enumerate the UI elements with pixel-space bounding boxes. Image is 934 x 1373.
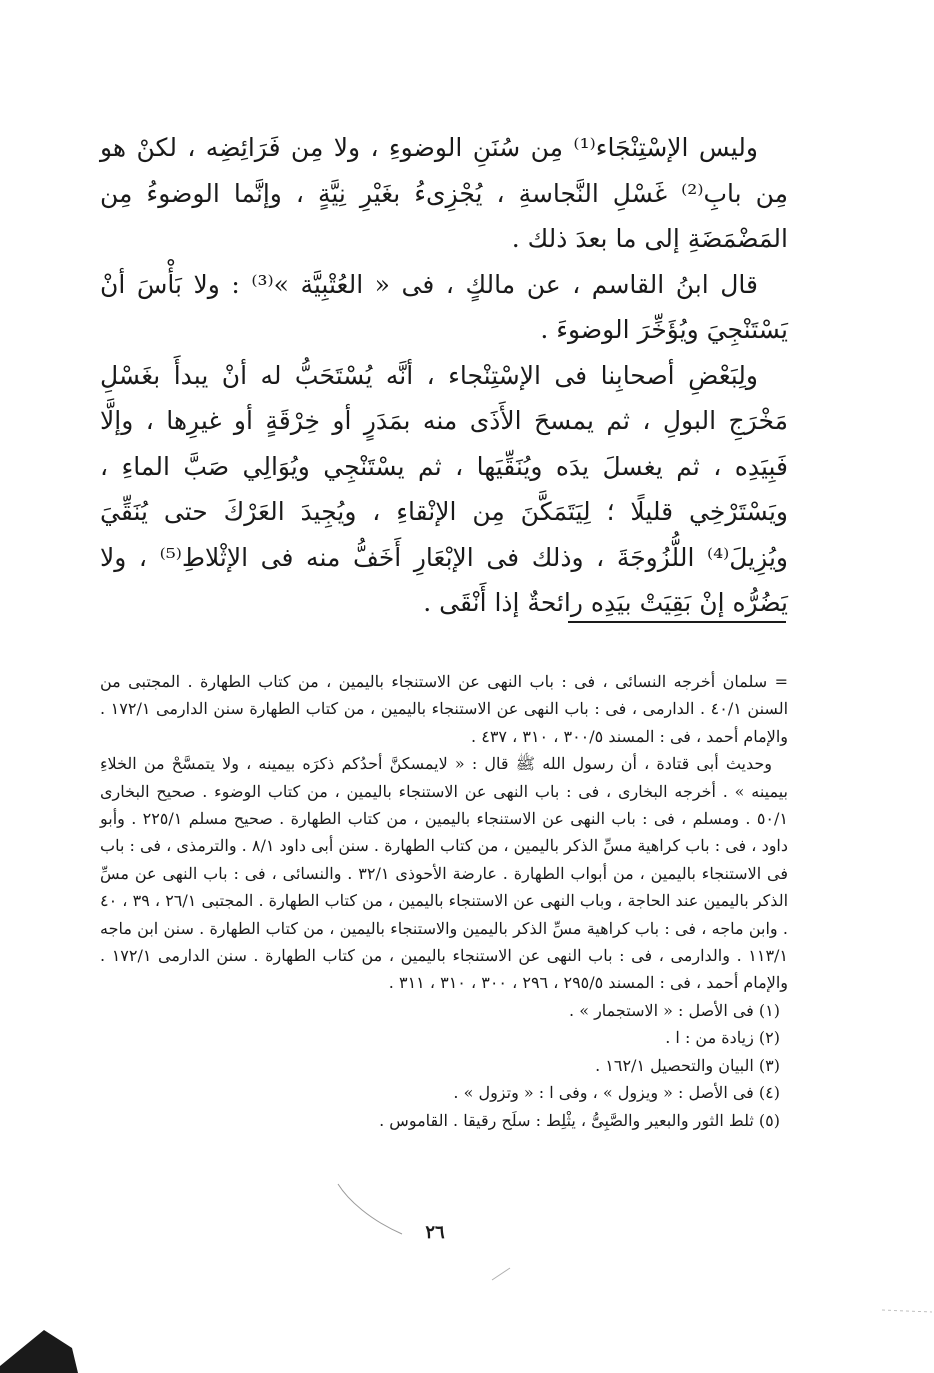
main-paragraph: ولِبَعْضِ أصحابِنا فى الإسْتِنْجاء ، أنَّه يُسْتَحَبُّ له أنْ يبدأَ بغَسْلِ مَخْرَجِ البولِ ، ثم يمسحَ الأَذَى منه بمَدَرٍ أو خِرْقَةٍ أو غيرِها ، وإلَّا فَبِيَدِه ، ثم يغسلَ يدَه ويُنَقِّيَها ، ثم يسْتَنْجِي ويُوَالِي صَبَّ الماءِ ، ويَسْتَرْخِي قليلًا ؛ لِيَتَمَكَّنَ مِن الإنْقاءِ ، ويُجِيدَ العَرْكَ حتى يُنَقِّيَ ويُزِيلَ⁽⁴⁾ اللُّزُوجَةَ ، وذلك فى الإبْعَارِ أَخَفُّ منه فى الإثْلاطِ⁽⁵⁾ ، ولا يَضُرُّه إنْ بَقِيَتْ بيَدِه رائحةٌ إذا أَنْقَى . [100, 360, 788, 617]
footnote-5: (٥) ثلط الثور والبعير والصَّبِىُّ ، يثْلِط : سلَح رقيقا . القاموس . [379, 1110, 780, 1130]
footnote-4: (٤) فى الأصل : « ويزول » ، وفى ا : « وتزول » . [453, 1083, 780, 1103]
footnote-hadith: وحديث أبى قتادة ، أن رسول الله ﷺ قال : « لايمسكنَّ أحدُكم ذكرَه بيمينه ، ولا يتمسَّحْ من الخلاءِ بيمينه » . أخرجه البخارى ، فى : باب النهى عن الاستنجاء باليمين ، من كتاب الوضوء . صحيح البخارى ٥٠/١ . ومسلم ، فى : باب النهى عن الاستنجاء باليمين ، من كتاب الطهارة . صحيح مسلم ٢٢٥/١ . وأبو داود ، فى : باب كراهية مسِّ الذكر باليمين ، من كتاب الطهارة . سنن أبى داود ٨/١ . والترمذى ، فى : باب فى الاستنجاء باليمين ، من أبواب الطهارة . عارضة الأحوذى ٣٢/١ . والنسائى ، فى : باب النهى عن مسِّ الذكر باليمين عند الحاجة ، وباب النهى عن الاستنجاء باليمين ، من كتاب الطهارة . المجتبى ٢٦/١ ، ٣٩ ، ٤٠ . وابن ماجه ، فى : باب كراهية مسِّ الذكر باليمين والاستنجاء باليمين ، من كتاب الطهارة . سنن ابن ماجه ١١٣/١ . والدارمى ، فى : باب النهى عن الاستنجاء باليمين ، من كتاب الطهارة . سنن الدارمى ١٧٢/١ . والإمام أحمد ، فى : المسند ٢٩٥/٥ ، ٢٩٦ ، ٣٠٠ ، ٣١٠ ، ٣١١ . [100, 754, 789, 993]
footnote-1: (١) فى الأصل : « الاستجمار » . [569, 1000, 780, 1020]
main-text [100, 125, 788, 626]
footnote-2: (٢) زيادة من : ا . [665, 1028, 780, 1048]
scan-edge-mark [880, 1300, 934, 1320]
scan-corner-shadow [0, 1300, 90, 1373]
footnotes [100, 668, 788, 1134]
page-number: ٢٦ [425, 1222, 445, 1243]
footnote-separator [568, 621, 786, 623]
scan-stray-mark [488, 1258, 528, 1288]
footnote-continuation: = سلمان أخرجه النسائى ، فى : باب النهى عن الاستنجاء باليمين ، من كتاب الطهارة . المجتبى من السنن ٤٠/١ . الدارمى ، فى : باب النهى عن الاستنجاء باليمين ، من كتاب الطهارة سنن الدارمى ١٧٢/١ . والإمام أحمد ، فى : المسند ٣٠٠/٥ ، ٣١٠ ، ٤٣٧ . [100, 672, 789, 746]
footnote-3: (٣) البيان والتحصيل ١٦٢/١ . [595, 1055, 780, 1075]
main-paragraph: وليس الإسْتِنْجَاء⁽¹⁾ مِن سُنَنِ الوضوءِ ، ولا مِن فَرَائِضِه ، لكنْ هو مِن بابِ⁽²⁾ غَسْلِ النَّجاسةِ ، يُجْزِىءُ بغَيْرِ نِيَّةٍ ، وإنَّما الوضوءُ مِن المَضْمَضَةِ إلى ما بعدَ ذلك . [100, 133, 788, 253]
scan-stray-mark [330, 1180, 410, 1240]
main-paragraph: قال ابنُ القاسم ، عن مالكٍ ، فى « العُتْبِيَّة »⁽³⁾ : ولا بَأْسَ أنْ يَسْتَنْجِيَ ويُؤَخِّرَ الوضوءَ . [100, 269, 788, 344]
